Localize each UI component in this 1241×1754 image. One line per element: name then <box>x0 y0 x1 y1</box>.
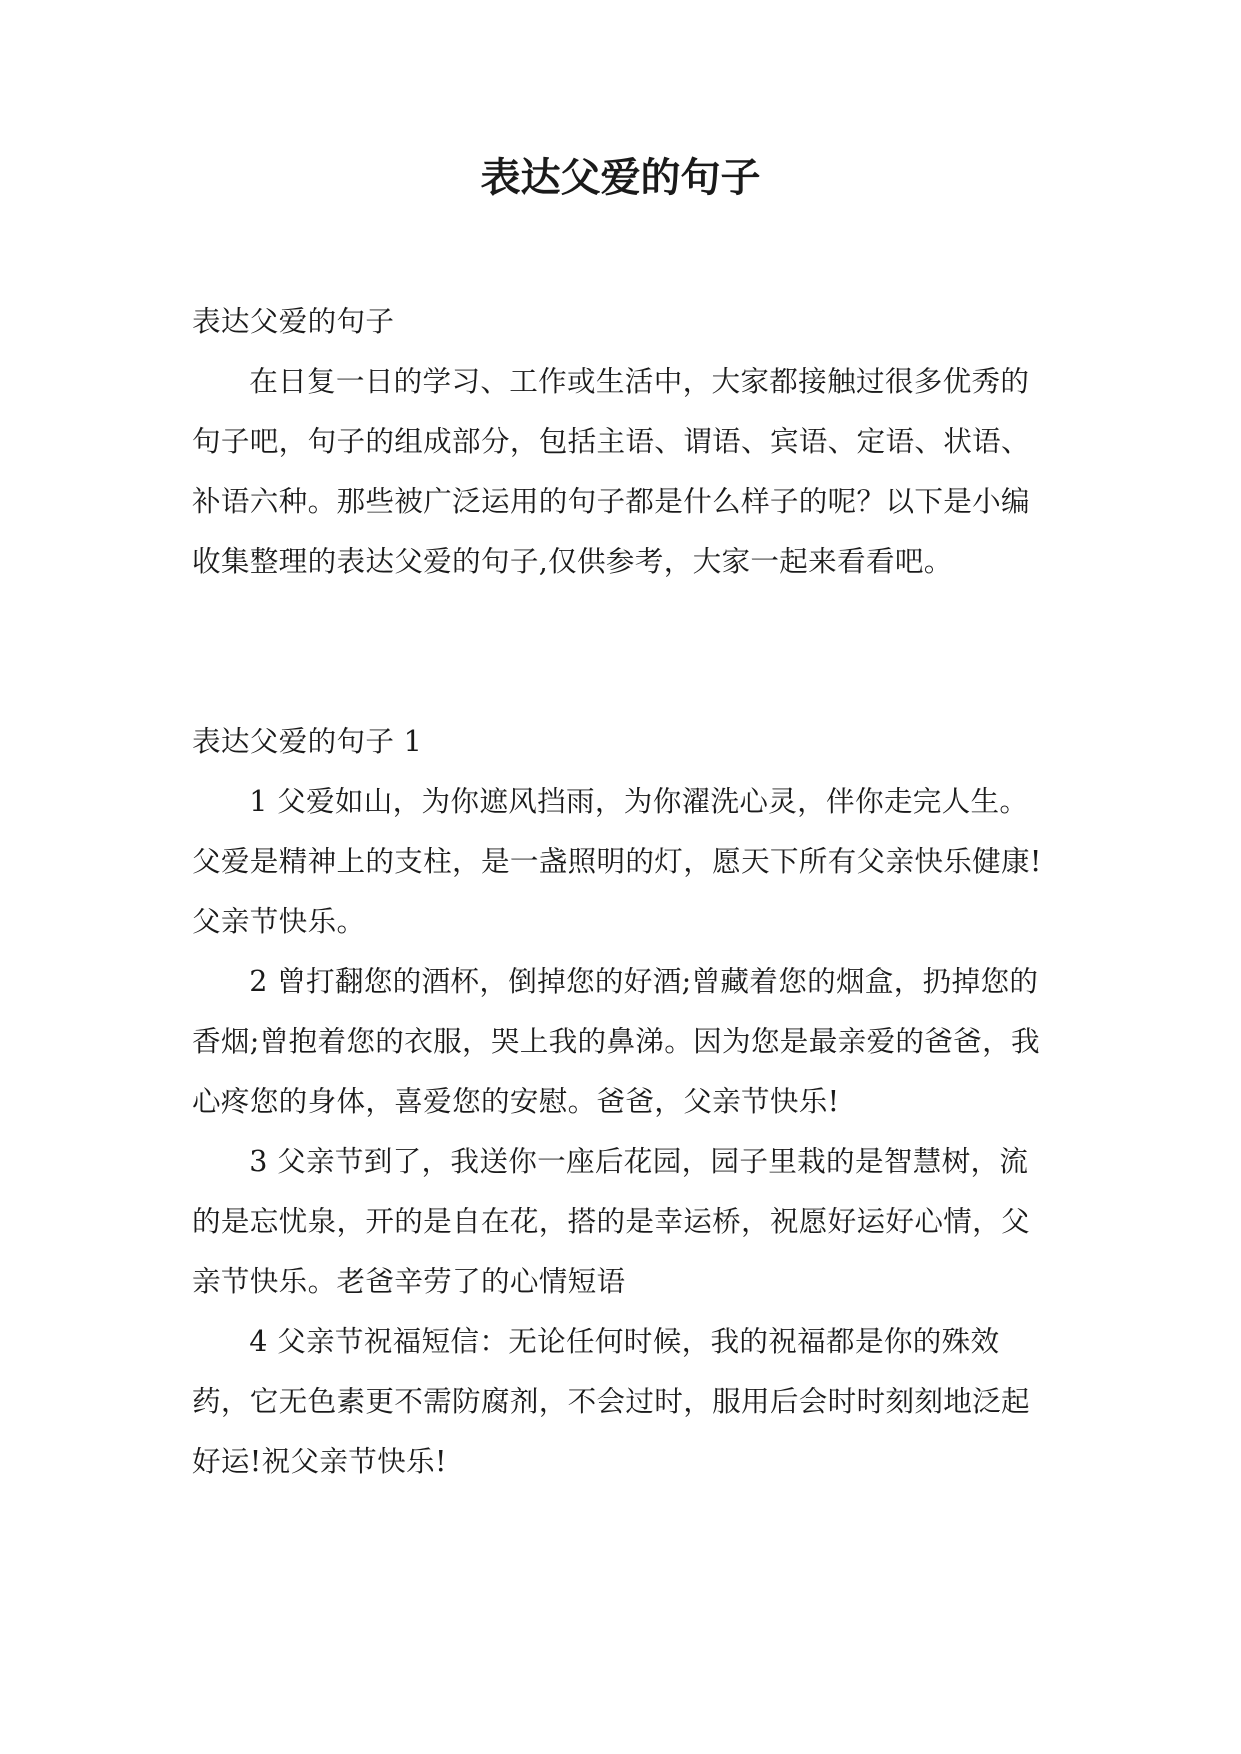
document-subtitle: 表达父爱的句子 <box>192 304 395 338</box>
paragraph-2: 2 曾打翻您的酒杯，倒掉您的好酒;曾藏着您的烟盒，扔掉您的香烟;曾抱着您的衣服，哭上我的鼻涕。因为您是最亲爱的爸爸，我心疼您的身体，喜爱您的安慰。爸爸，父亲节快乐! <box>192 964 1040 1118</box>
paragraph-3: 3 父亲节到了，我送你一座后花园，园子里栽的是智慧树，流的是忘忧泉，开的是自在花，搭的是幸运桥，祝愿好运好心情，父亲节快乐。老爸辛劳了的心情短语 <box>192 1144 1030 1298</box>
intro-paragraph: 在日复一日的学习、工作或生活中，大家都接触过很多优秀的句子吧，句子的组成部分，包括主语、谓语、宾语、定语、状语、补语六种。那些被广泛运用的句子都是什么样子的呢？以下是小编收集整理的表达父爱的句子,仅供参考，大家一起来看看吧。 <box>192 364 1030 578</box>
document-body <box>192 291 1054 1491</box>
page-title: 表达父爱的句子 <box>480 155 761 201</box>
spacer <box>192 591 1054 711</box>
section-heading: 表达父爱的句子 1 <box>192 724 423 758</box>
paragraph-4: 4 父亲节祝福短信：无论任何时候，我的祝福都是你的殊效药，它无色素更不需防腐剂，不会过时，服用后会时时刻刻地泛起好运!祝父亲节快乐! <box>192 1324 1030 1478</box>
paragraph-1: 1 父爱如山，为你遮风挡雨，为你濯洗心灵，伴你走完人生。父爱是精神上的支柱，是一盏照明的灯，愿天下所有父亲快乐健康!父亲节快乐。 <box>192 784 1042 938</box>
